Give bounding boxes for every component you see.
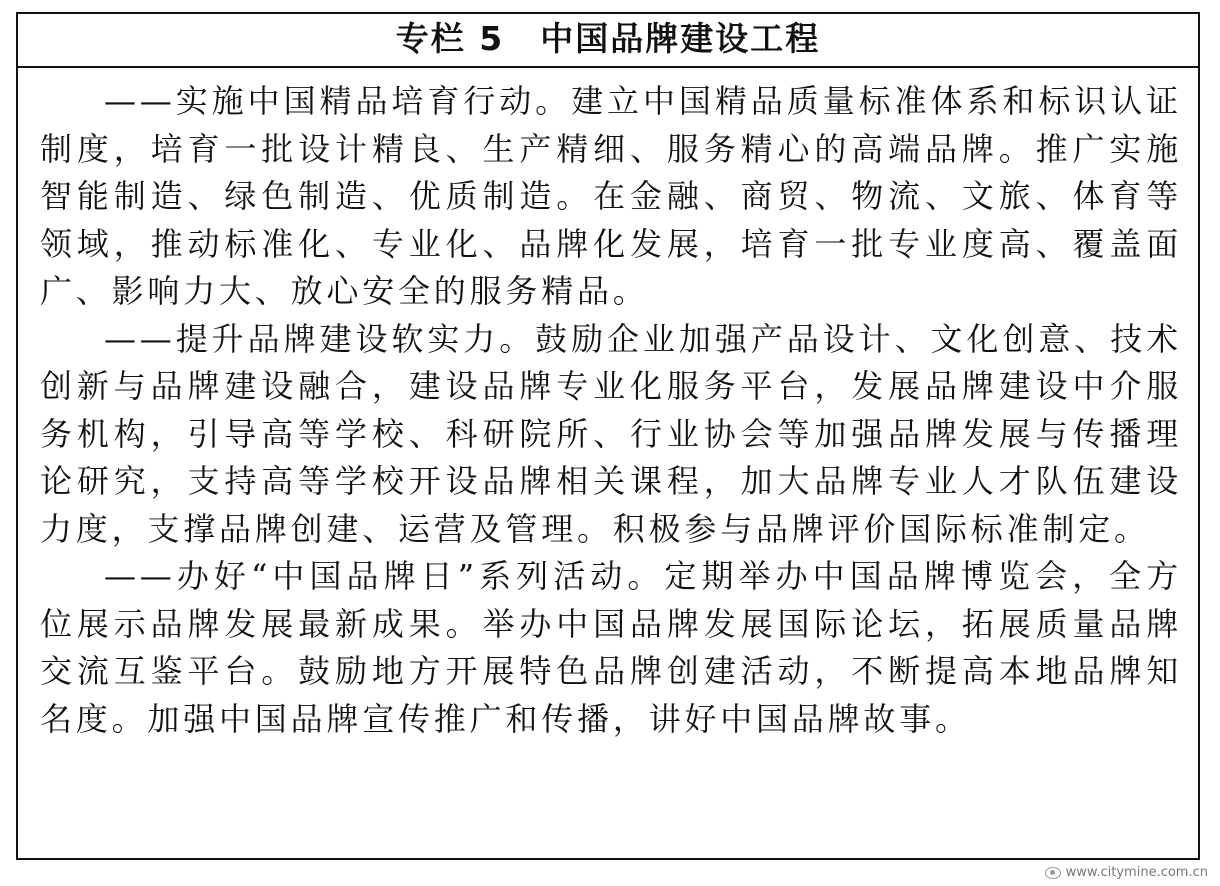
column-heading: 中国品牌建设工程 xyxy=(540,19,821,58)
column-number: 专栏 5 xyxy=(395,19,505,58)
paragraph-3: ——办好“中国品牌日”系列活动。定期举办中国品牌博览会，全方位展示品牌发展最新成果。举办中国品牌发展国际论坛，拓展质量品牌交流互鉴平台。鼓励地方开展特色品牌创建活动，不断提高本地品牌知名度。加强中国品牌宣传推广和传播，讲好中国品牌故事。 xyxy=(40,557,1182,738)
paragraph-2: ——提升品牌建设软实力。鼓励企业加强产品设计、文化创意、技术创新与品牌建设融合，建设品牌专业化服务平台，发展品牌建设中介服务机构，引导高等学校、科研院所、行业协会等加强品牌发展与传播理论研究，支持高等学校开设品牌相关课程，加大品牌专业人才队伍建设力度，支撑品牌创建、运营及管理。积极参与品牌评价国际标准制定。 xyxy=(40,319,1182,548)
citymine-logo-icon xyxy=(1045,867,1061,879)
watermark xyxy=(1045,865,1208,880)
column-box xyxy=(16,12,1200,860)
paragraph-1: ——实施中国精品培育行动。建立中国精品质量标准体系和标识认证制度，培育一批设计精良、生产精细、服务精心的高端品牌。推广实施智能制造、绿色制造、优质制造。在金融、商贸、物流、文旅、体育等领域，推动标准化、专业化、品牌化发展，培育一批专业度高、覆盖面广、影响力大、放心安全的服务精品。 xyxy=(40,82,1182,310)
column-body xyxy=(40,78,1182,743)
column-title xyxy=(18,14,1198,68)
watermark-text: www.citymine.com.cn xyxy=(1065,865,1208,880)
